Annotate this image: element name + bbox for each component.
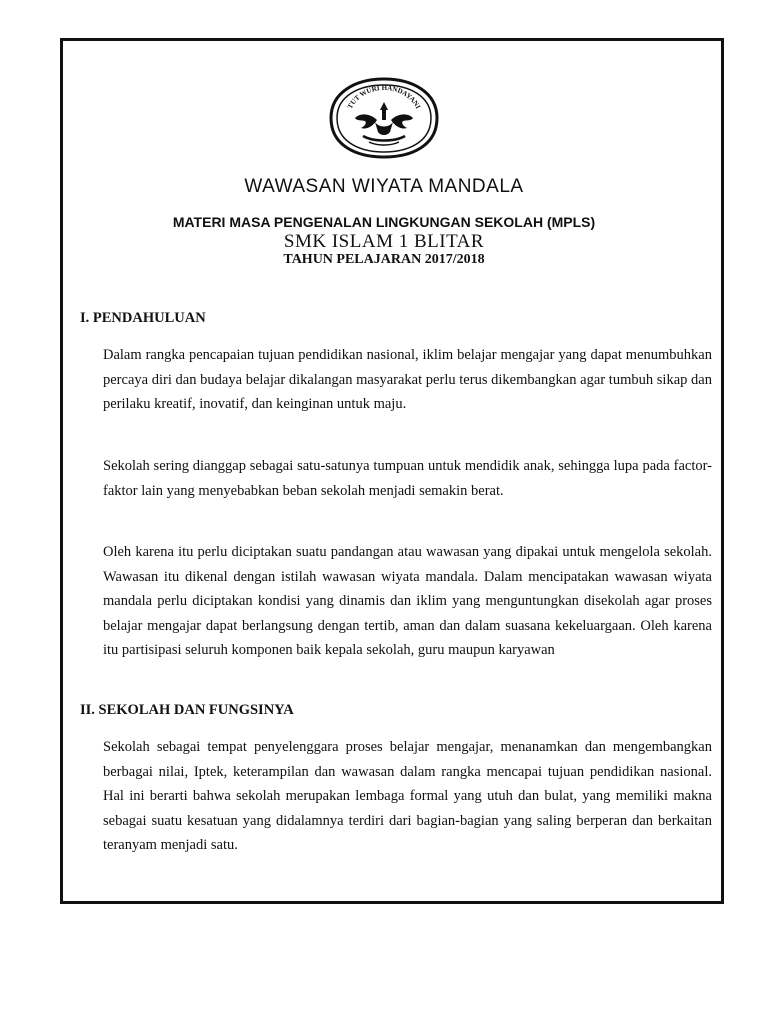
paragraph: Oleh karena itu perlu diciptakan suatu pandangan atau wawasan yang dipakai untuk mengelola sekolah. Wawasan itu dikenal dengan istilah wawasan wiyata mandala. Dalam mencipatakan wawasan wiyata mandala perlu diciptakan kondisi yang dinamis dan iklim yang menguntungkan disekolah agar proses belajar mengajar dapat berlangsung dengan tertib, aman dan dalam suasana kekeluargaan. Oleh karena itu partisipasi seluruh komponen baik kepala sekolah, guru maupun karyawan [103,544,712,658]
svg-text:TUT WURI HANDAYANI: TUT WURI HANDAYANI [345,83,423,111]
school-name: SMK ISLAM 1 BLITAR [283,231,485,252]
logo-emblem-icon [327,76,441,160]
section-heading-sekolah-dan-fungsinya: II. SEKOLAH DAN FUNGSINYA [80,702,294,718]
paragraph: Sekolah sering dianggap sebagai satu-satunya tumpuan untuk mendidik anak, sehingga lupa pada factor-faktor lain yang menyebabkan beban sekolah menjadi semakin berat. [103,458,712,499]
paragraph: Sekolah sebagai tempat penyelenggara proses belajar mengajar, menanamkan dan mengembangkan berbagai nilai, Iptek, keterampilan dan wawasan dalam rangka mencapai tujuan pendidikan nasional. Hal ini berarti bahwa sekolah merupakan lembaga formal yang utuh dan bulat, yang memiliki makna sebagai suatu kesatuan yang didalamnya terdiri dari bagian-bagian yang saling berperan dan berkaitan teranyam menjadi satu. [103,739,712,853]
document-title: WAWASAN WIYATA MANDALA [244,176,524,197]
tut-wuri-handayani-logo [327,76,441,160]
document-subtitle: MATERI MASA PENGENALAN LINGKUNGAN SEKOLAH (MPLS) [172,214,596,230]
academic-year: TAHUN PELAJARAN 2017/2018 [283,252,485,267]
section-heading-pendahuluan: I. PENDAHULUAN [80,310,206,326]
paragraph: Dalam rangka pencapaian tujuan pendidikan nasional, iklim belajar mengajar yang dapat menumbuhkan percaya diri dan budaya belajar dikalangan masyarakat perlu terus dikembangkan agar tumbuh sikap dan perilaku kreatif, inovatif, dan keinginan untuk maju. [103,347,712,412]
